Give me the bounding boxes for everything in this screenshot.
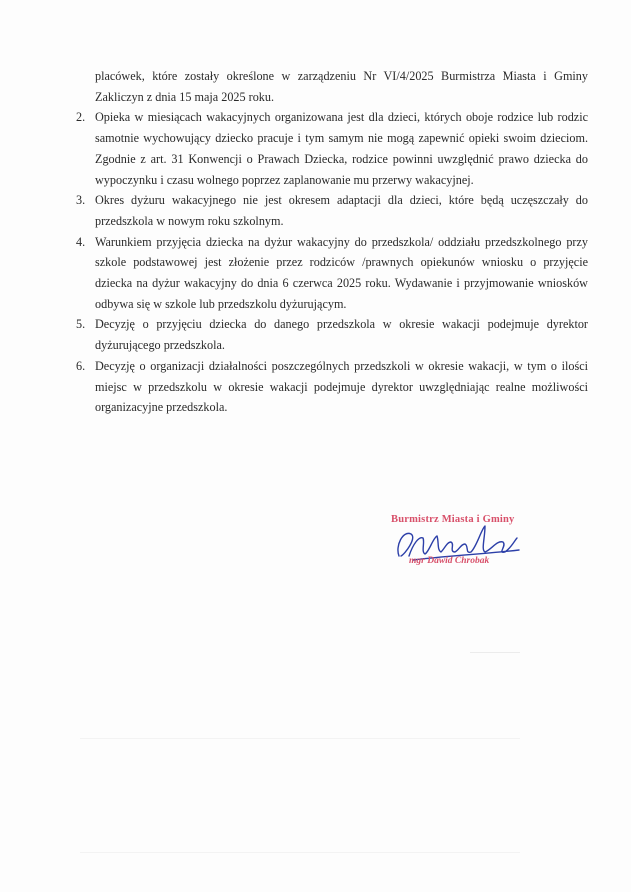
list-item-number: 2. bbox=[76, 110, 86, 125]
list-item-text: Warunkiem przyjęcia dziecka na dyżur wakacyjny do przedszkola/ oddziału przedszkolnego przy szkole podstawowej jest złożenie przez rodziców /prawnych opiekunów wniosku o przyjęcie dziecka na dyżur wakacyjny do dnia 6 czerwca 2025 roku. Wydawanie i przyjmowanie wniosków odbywa się w szkole lub przedszkolu dyżurującym. bbox=[95, 234, 588, 311]
list-item bbox=[66, 314, 588, 355]
list-item bbox=[66, 232, 588, 315]
signature-name: mgr Dawid Chrobak bbox=[409, 556, 490, 566]
list-item-text: Decyzję o przyjęciu dziecka do danego przedszkola w okresie wakacji podejmuje dyrektor dyżurującego przedszkola. bbox=[95, 317, 588, 353]
list-item-number: 3. bbox=[76, 193, 86, 208]
list-item-number: 6. bbox=[76, 358, 86, 373]
signature-stamp bbox=[385, 510, 545, 580]
scan-artifact bbox=[470, 652, 520, 653]
list-item-text: Okres dyżuru wakacyjnego nie jest okresem adaptacji dla dzieci, które będą uczęszczały do przedszkola w nowym roku szkolnym. bbox=[95, 193, 588, 228]
list-item bbox=[66, 107, 588, 190]
list-item-text: Decyzję o organizacji działalności poszczególnych przedszkoli w okresie wakacji, w tym o ilości miejsc w przedszkolu w okresie wakacji podejmuje dyrektor uwzględniając realne możliwości organizacyjne przedszkola. bbox=[95, 358, 588, 415]
lead-paragraph: placówek, które zostały określone w zarządzeniu Nr VI/4/2025 Burmistrza Miasta i Gminy Zakliczyn z dnia 15 maja 2025 roku. bbox=[95, 69, 588, 104]
list-item-number: 4. bbox=[76, 234, 86, 249]
document-body bbox=[66, 66, 588, 418]
signature-title: Burmistrz Miasta i Gminy bbox=[391, 514, 515, 525]
scan-artifact bbox=[80, 852, 520, 853]
list-item bbox=[66, 190, 588, 231]
list-item-text: Opieka w miesiącach wakacyjnych organizowana jest dla dzieci, których oboje rodzice lub rodzic samotnie wychowujący dziecko pracuje i tym samym nie mogą zapewnić opieki swoim dzieciom. Zgodnie z art. 31 Konwencji o Prawach Dziecka, rodzice powinni uwzględnić prawo dziecka do wypoczynku i czasu wolnego poprzez zaplanowanie mu przerwy wakacyjnej. bbox=[95, 110, 588, 187]
list-item bbox=[66, 356, 588, 418]
list-item-number: 5. bbox=[76, 317, 86, 332]
scan-artifact bbox=[80, 738, 520, 739]
